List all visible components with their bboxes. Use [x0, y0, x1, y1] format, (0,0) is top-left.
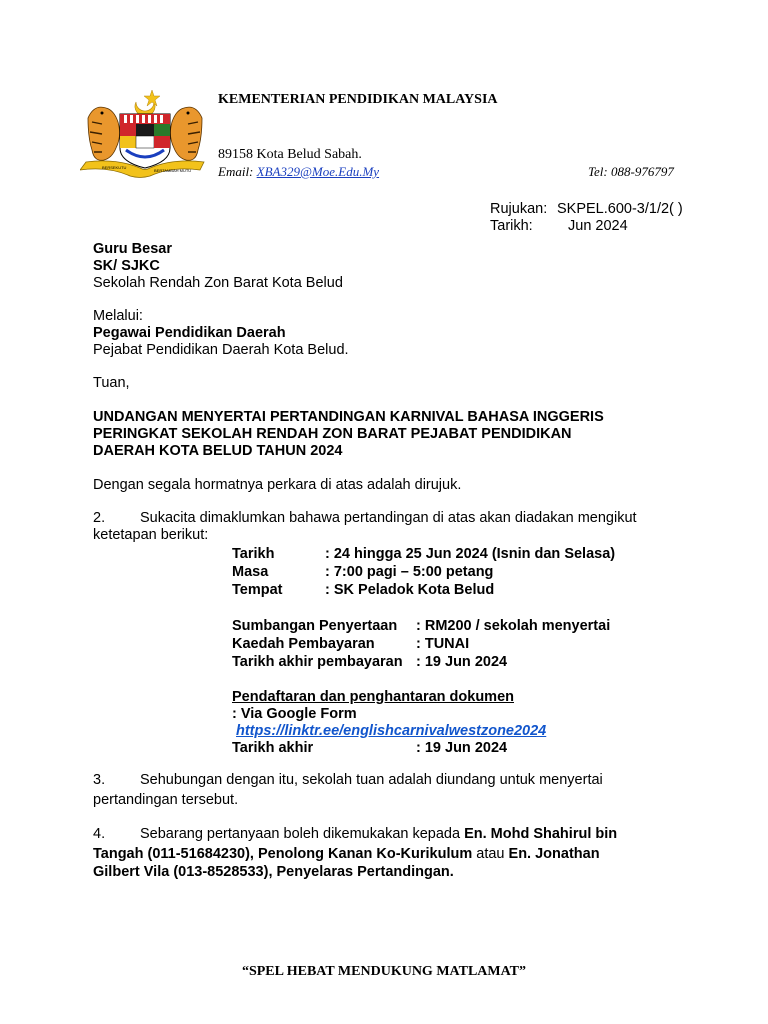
para4-line-2: [93, 846, 600, 863]
detail-row: [232, 563, 652, 581]
registration-deadline-row: [232, 739, 652, 757]
telephone: Tel: 088-976797: [588, 164, 674, 179]
fee-value: : 19 Jun 2024: [416, 654, 508, 670]
footer-motto: “SPEL HEBAT MENDUKUNG MATLAMAT”: [241, 964, 527, 979]
para3-number: 3.: [93, 772, 106, 788]
fee-label: Sumbangan Penyertaan: [232, 618, 398, 634]
subject-line-2: PERINGKAT SEKOLAH RENDAH ZON BARAT PEJABAT PENDIDIKAN: [93, 426, 572, 442]
fee-value: : TUNAI: [416, 636, 470, 652]
tarikh-value: Jun 2024: [568, 218, 628, 234]
para3-line-1: Sehubungan dengan itu, sekolah tuan adalah diundang untuk menyertai: [140, 772, 603, 788]
via-officer: Pegawai Pendidikan Daerah: [93, 325, 286, 341]
registration-deadline-value: : 19 Jun 2024: [416, 740, 508, 756]
via-label: Melalui:: [93, 308, 143, 324]
contact-1-details: Tangah (011-51684230), Penolong Kanan Ko-Kurikulum: [93, 846, 473, 862]
rujukan-label: Rujukan:: [490, 201, 548, 217]
detail-row: [232, 545, 652, 563]
subject-line-3: DAERAH KOTA BELUD TAHUN 2024: [93, 443, 343, 459]
contact-1-name: En. Mohd Shahirul bin: [464, 826, 618, 842]
fee-value: : RM200 / sekolah menyertai: [416, 618, 611, 634]
salutation: Tuan,: [93, 375, 130, 391]
fee-label: Kaedah Pembayaran: [232, 636, 375, 652]
fee-label: Tarikh akhir pembayaran: [232, 654, 403, 670]
recipient-title: Guru Besar: [93, 241, 172, 257]
subject-line-1: UNDANGAN MENYERTAI PERTANDINGAN KARNIVAL BAHASA INGGERIS: [93, 409, 604, 425]
office-address: 89158 Kota Belud Sabah.: [218, 147, 362, 162]
recipient-zone: Sekolah Rendah Zon Barat Kota Belud: [93, 275, 343, 291]
opening-sentence: Dengan segala hormatnya perkara di atas adalah dirujuk.: [93, 477, 462, 493]
fee-row: [232, 653, 652, 671]
email-label: Email:: [218, 164, 254, 179]
para3-line-2: pertandingan tersebut.: [93, 792, 239, 808]
para2-line-1: Sukacita dimaklumkan bahawa pertandingan di atas akan diadakan mengikut: [140, 510, 637, 526]
rujukan-value: SKPEL.600-3/1/2( ): [557, 201, 683, 217]
detail-label: Tarikh: [232, 546, 275, 562]
para4-line-1: [140, 826, 617, 843]
detail-label: Masa: [232, 564, 269, 580]
para4-number: 4.: [93, 826, 106, 842]
detail-row: [232, 581, 652, 599]
registration-heading: Pendaftaran dan penghantaran dokumen: [232, 689, 514, 705]
registration-via: : Via Google Form: [232, 706, 357, 722]
detail-value: : 7:00 pagi – 5:00 petang: [325, 564, 494, 580]
via-office: Pejabat Pendidikan Daerah Kota Belud.: [93, 342, 349, 358]
para2-line-2: ketetapan berikut:: [93, 527, 209, 543]
ministry-name: KEMENTERIAN PENDIDIKAN MALAYSIA: [218, 92, 498, 107]
fee-row: [232, 617, 652, 635]
para4-connector: atau: [472, 846, 509, 862]
email-link[interactable]: XBA329@Moe.Edu.My: [256, 164, 380, 179]
fee-row: [232, 635, 652, 653]
tarikh-label: Tarikh:: [490, 218, 533, 234]
registration-deadline-label: Tarikh akhir: [232, 740, 314, 756]
detail-label: Tempat: [232, 582, 283, 598]
crest-ribbon-right-text: BERTAMBAH MUTU: [154, 168, 192, 173]
contact-2-details: Gilbert Vila (013-8528533), Penyelaras Pertandingan.: [93, 864, 454, 880]
detail-value: : SK Peladok Kota Belud: [325, 582, 495, 598]
recipient-school-type: SK/ SJKC: [93, 258, 160, 274]
para2-number: 2.: [93, 510, 106, 526]
email-line: [218, 164, 379, 180]
malaysia-coat-of-arms-logo: [80, 88, 210, 183]
contact-2-name: En. Jonathan: [508, 846, 600, 862]
crest-ribbon-left-text: BERSEKUTU: [102, 165, 127, 170]
registration-link[interactable]: https://linktr.ee/englishcarnivalwestzone2024: [236, 723, 547, 739]
detail-value: : 24 hingga 25 Jun 2024 (Isnin dan Selasa): [325, 546, 616, 562]
para4-line-1-normal: Sebarang pertanyaan boleh dikemukakan kepada: [140, 826, 465, 842]
